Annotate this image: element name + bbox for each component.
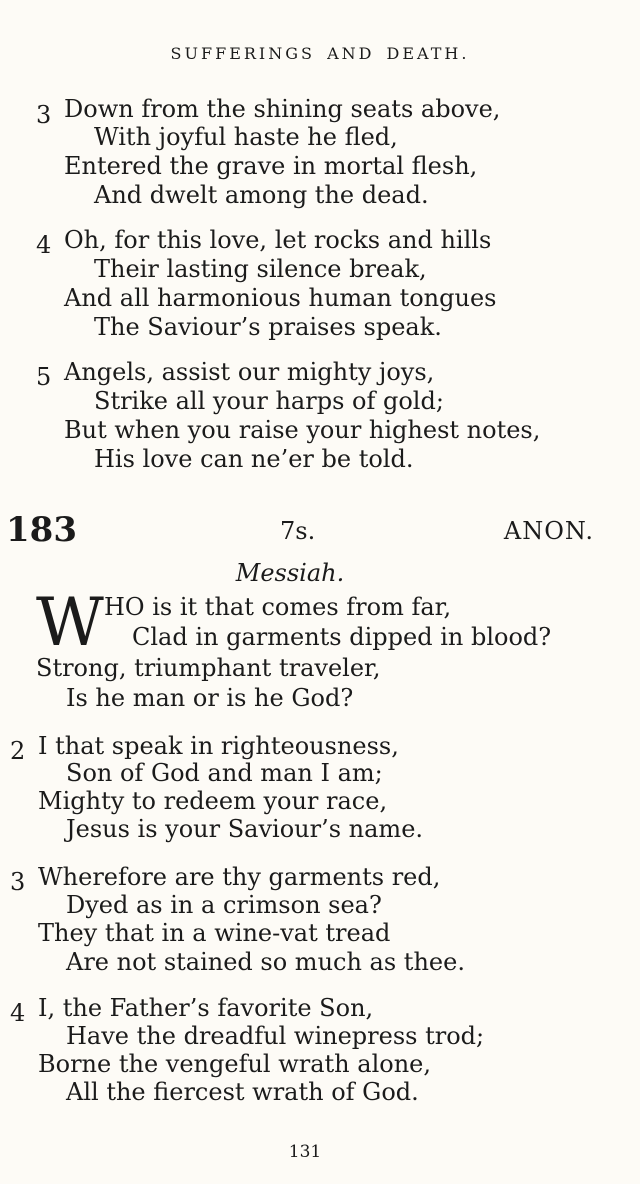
verse-line: Strong, triumphant traveler, — [36, 654, 381, 682]
verse-line: Entered the grave in mortal flesh, — [64, 152, 478, 180]
verse-line: Angels, assist our mighty joys, — [64, 358, 435, 386]
drop-cap: W — [36, 584, 104, 661]
stanza-number: 4 — [36, 231, 52, 259]
verse-line: Strike all your harps of gold; — [94, 387, 444, 415]
verse-line: Have the dreadful winepress trod; — [66, 1022, 485, 1050]
page-number: 131 — [288, 1142, 322, 1162]
stanza-number: 2 — [10, 737, 26, 765]
tune-name: Messiah. — [235, 559, 345, 587]
verse-line: They that in a wine-vat tread — [38, 919, 391, 947]
verse-line: Oh, for this love, let rocks and hills — [64, 226, 492, 254]
verse-line: Down from the shining seats above, — [64, 95, 501, 123]
verse-line: And dwelt among the dead. — [94, 181, 429, 209]
verse-line: But when you raise your highest notes, — [64, 416, 541, 444]
verse-line: Clad in garments dipped in blood? — [132, 623, 552, 651]
verse-line: Their lasting silence break, — [94, 255, 427, 283]
verse-line: Wherefore are thy garments red, — [38, 863, 441, 891]
verse-line: I that speak in righteousness, — [38, 732, 399, 760]
verse-line: The Saviour’s praises speak. — [94, 313, 442, 341]
verse-line: Jesus is your Saviour’s name. — [66, 815, 424, 843]
stanza-number: 4 — [10, 999, 26, 1027]
hymn-meter: 7s. — [280, 517, 316, 545]
verse-line: Mighty to redeem your race, — [38, 787, 388, 815]
verse-line: And all harmonious human tongues — [64, 284, 497, 312]
verse-line: With joyful haste he fled, — [94, 123, 398, 151]
verse-line: His love can ne’er be told. — [94, 445, 414, 473]
verse-line: I, the Father’s favorite Son, — [38, 994, 374, 1022]
verse-line: Borne the vengeful wrath alone, — [38, 1050, 431, 1078]
verse-line: HO is it that comes from far, — [104, 593, 452, 621]
stanza-number: 3 — [10, 868, 26, 896]
stanza-number: 5 — [36, 363, 52, 391]
verse-line: All the fiercest wrath of God. — [66, 1078, 419, 1106]
verse-line: Is he man or is he God? — [66, 684, 354, 712]
verse-line: Dyed as in a crimson sea? — [66, 891, 382, 919]
running-head: SUFFERINGS AND DEATH. — [170, 44, 470, 63]
stanza-number: 3 — [36, 101, 52, 129]
verse-line: Are not stained so much as thee. — [66, 948, 465, 976]
hymn-author: ANON. — [503, 517, 594, 545]
verse-line: Son of God and man I am; — [66, 759, 383, 787]
hymn-number: 183 — [6, 510, 77, 550]
